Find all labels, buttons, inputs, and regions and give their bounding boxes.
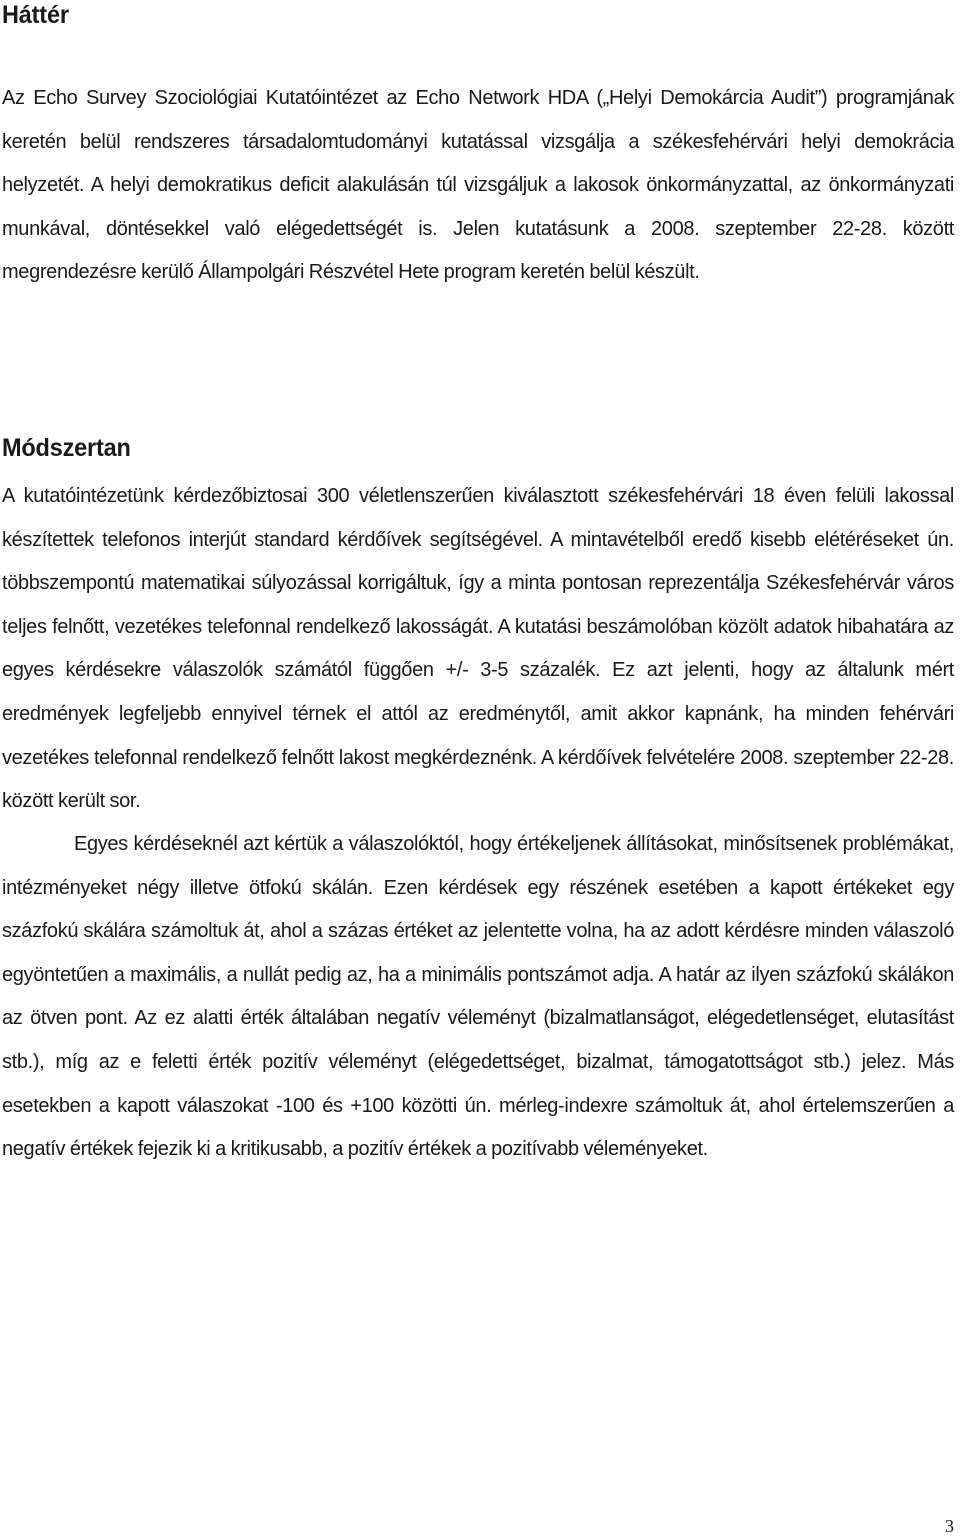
page-number: 3	[945, 1516, 954, 1536]
section-heading-modszertan: Módszertan	[2, 434, 131, 462]
section-heading-hatter: Háttér	[2, 1, 69, 29]
hatter-paragraph: Az Echo Survey Szociológiai Kutatóintézet az Echo Network HDA („Helyi Demokárcia Audit”) programjának keretén belül rendszeres társadalomtudományi kutatással vizsgálja a székesfehérvári helyi demokrácia helyzetét. A helyi demokratikus deficit alakulásán túl vizsgáljuk a lakosok önkormányzattal, az önkormányzati munkával, döntésekkel való elégedettségét is. Jelen kutatásunk a 2008. szeptember 22-28. között megrendezésre kerülő Állampolgári Részvétel Hete program keretén belül készült.	[2, 87, 954, 284]
modszertan-paragraph-1: A kutatóintézetünk kérdezőbiztosai 300 véletlenszerűen kiválasztott székesfehérvári 18 éven felüli lakossal készítettek telefonos interjút standard kérdőívek segítségével. A mintavételből eredő kisebb elétéréseket ún. többszempontú matematikai súlyozással korrigáltuk, így a minta pontosan reprezentálja Székesfehérvár város teljes felnőtt, vezetékes telefonnal rendelkező lakosságát. A kutatási beszámolóban közölt adatok hibahatára az egyes kérdésekre válaszolók számától függően +/- 3-5 százalék. Ez azt jelenti, hogy az általunk mért eredmények legfeljebb ennyivel térnek el attól az eredménytől, amit akkor kapnánk, ha minden fehérvári vezetékes telefonnal rendelkező felnőtt lakost megkérdeznénk. A kérdőívek felvételére 2008. szeptember 22-28. között került sor.	[2, 485, 954, 813]
modszertan-paragraph-2: Egyes kérdéseknél azt kértük a válaszolóktól, hogy értékeljenek állításokat, minősítsenek problémákat, intézményeket négy illetve ötfokú skálán. Ezen kérdések egy részének esetében a kapott értékeket egy százfokú skálára számoltuk át, ahol a százas értéket az jelentette volna, ha az adott kérdésre minden válaszoló egyöntetűen a maximális, a nullát pedig az, ha a minimális pontszámot adja. A határ az ilyen százfokú skálákon az ötven pont. Az ez alatti érték általában negatív véleményt (bizalmatlanságot, elégedetlenséget, elutasítást stb.), míg az e feletti érték pozitív véleményt (elégedettséget, bizalmat, támogatottságot stb.) jelez. Más esetekben a kapott válaszokat -100 és +100 közötti ún. mérleg-indexre számoltuk át, ahol értelemszerűen a negatív értékek fejezik ki a kritikusabb, a pozitív értékek a pozitívabb véleményeket.	[2, 833, 954, 1161]
